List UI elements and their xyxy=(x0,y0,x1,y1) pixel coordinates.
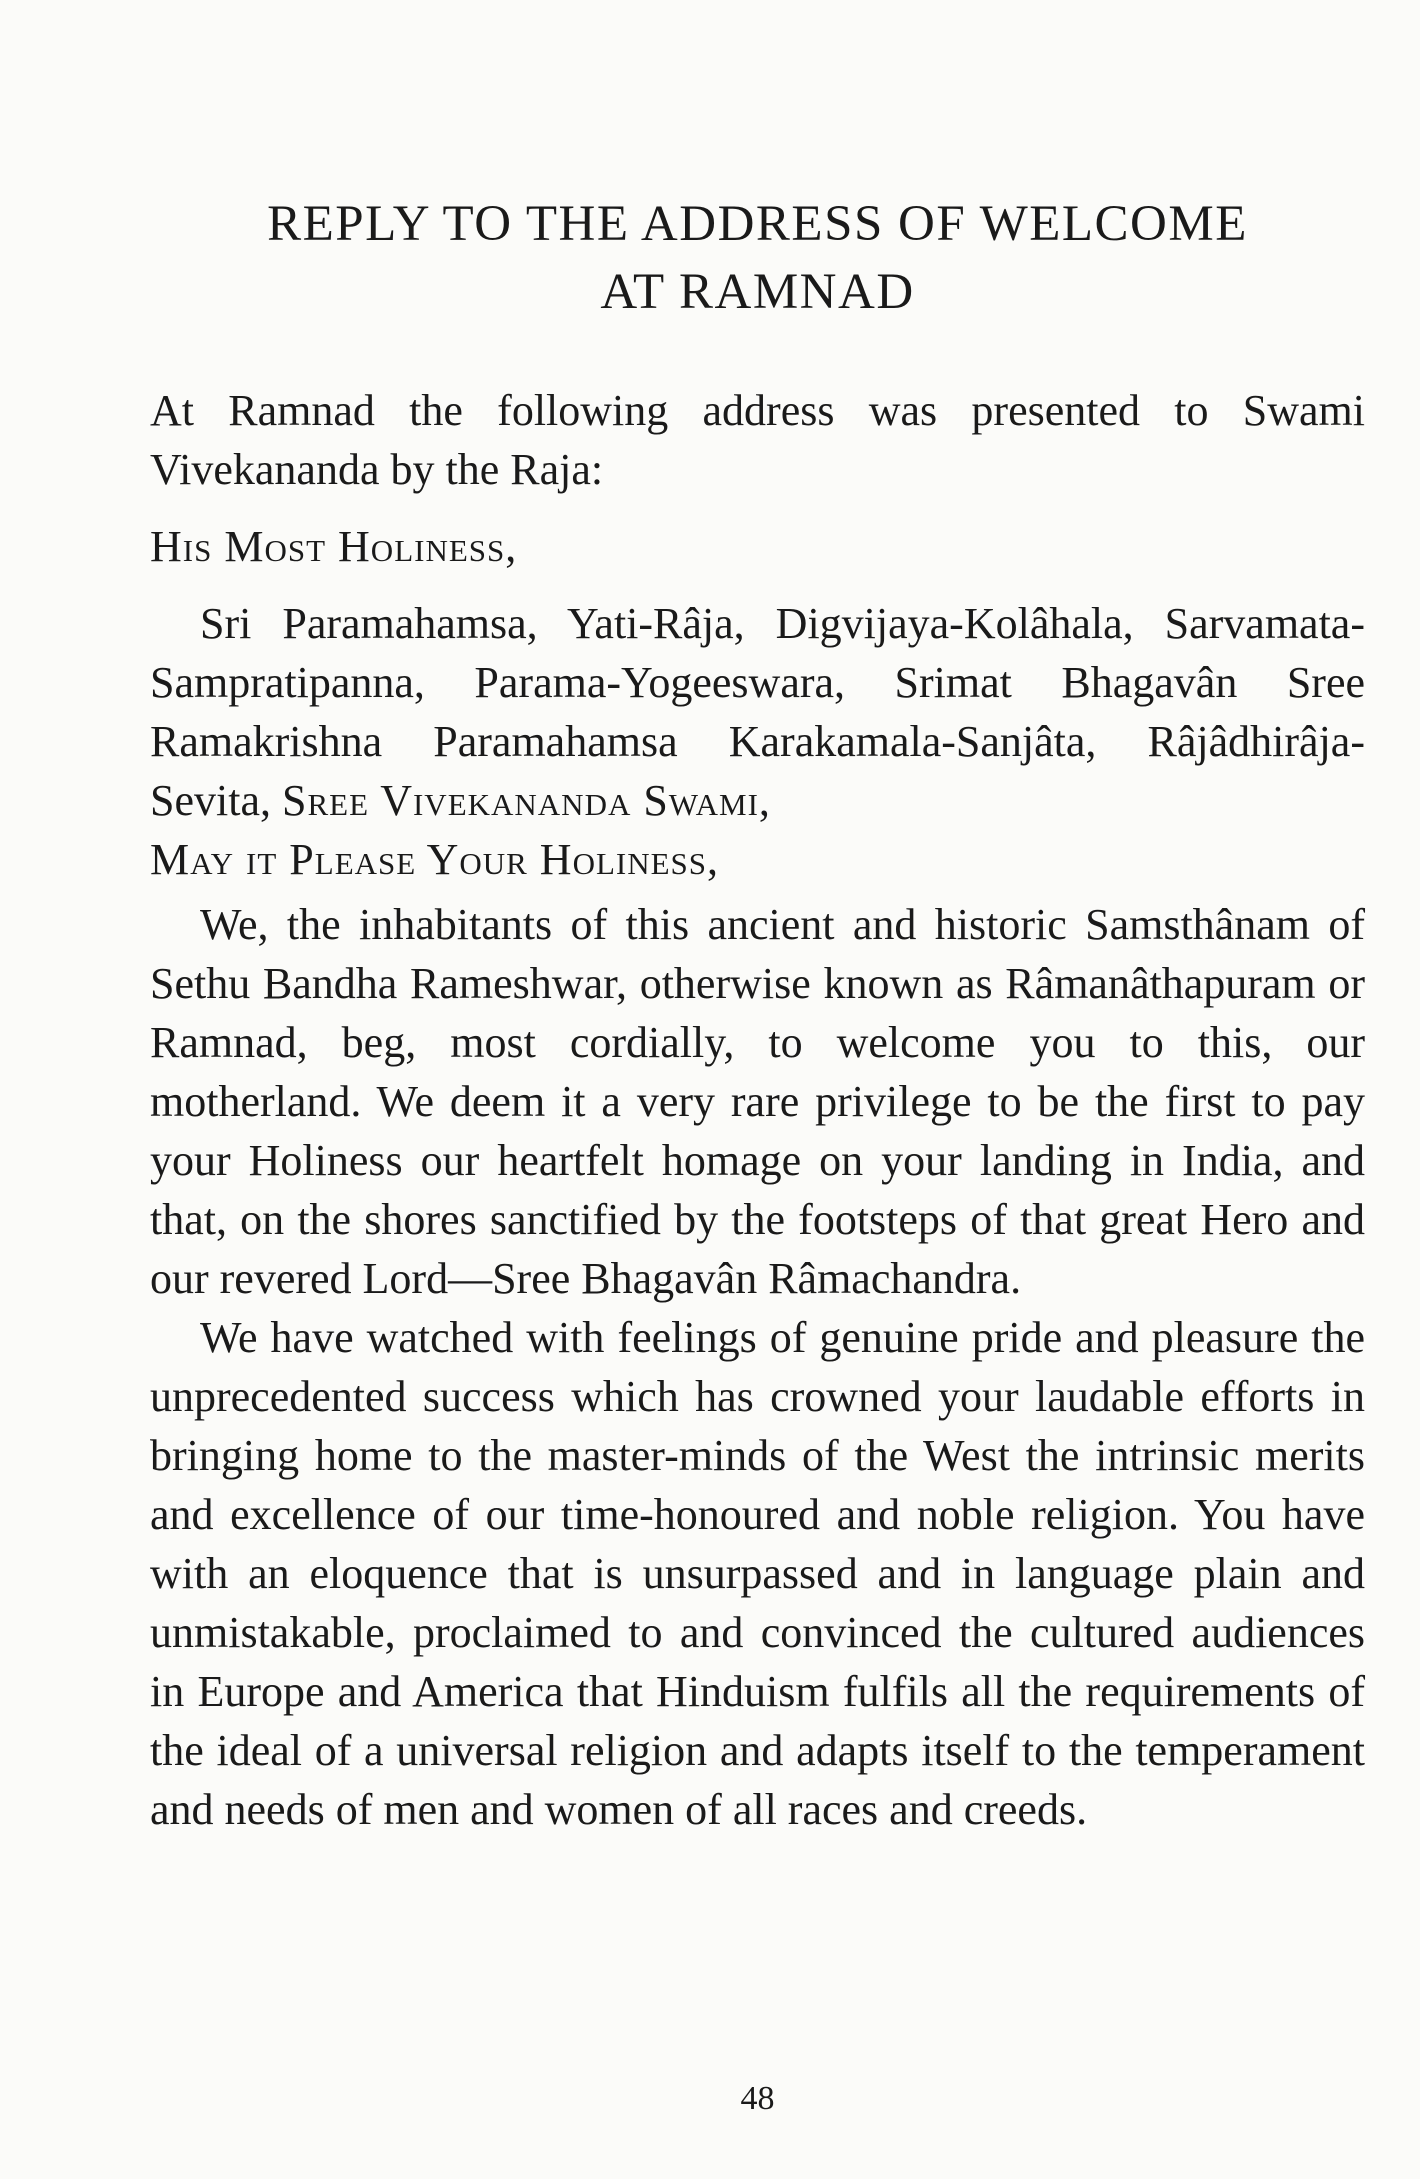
paragraph-praise: We have watched with feelings of genuine pride and pleasure the unprecedented success which has crowned your laudable efforts in bringing home to the master-minds of the West the intrinsic merits and excellence of our time-honoured and noble religion. You have with an eloquence that is unsurpassed and in language plain and unmistakable, proclaimed to and convinced the cultured audiences in Europe and America that Hinduism fulfils all the requirements of the ideal of a universal religion and adapts itself to the temperament and needs of men and women of all races and creeds. xyxy=(150,1313,1365,1834)
address-body xyxy=(150,381,1365,1839)
title-line-1: REPLY TO THE ADDRESS OF WELCOME xyxy=(267,196,1248,252)
salutation: His Most Holiness, xyxy=(150,522,518,571)
page-number: 48 xyxy=(740,2080,775,2117)
book-page xyxy=(150,190,1365,2140)
may-it-please-line: May it Please Your Holiness, xyxy=(150,835,720,884)
paragraph-welcome: We, the inhabitants of this ancient and historic Samsthânam of Sethu Bandha Rameshwar, otherwise known as Râmanâthapuram or Ramnad, beg, most cordially, to welcome you to this, our motherland. We deem it a very rare privilege to be the first to pay your Holiness our heartfelt homage on your landing in India, and that, on the shores sanctified by the footsteps of that great Hero and our revered Lord—Sree Bhagavân Râmachandra. xyxy=(150,900,1365,1303)
intro-paragraph: At Ramnad the following address was presented to Swami Vivekananda by the Raja: xyxy=(150,386,1365,494)
page-title xyxy=(150,190,1365,326)
swami-name: Sree Vivekananda Swami, xyxy=(281,776,771,825)
title-line-2: AT RAMNAD xyxy=(600,264,915,320)
honorific-titles-text: Sri Paramahamsa, Yati-Râja, Digvijaya-Kolâhala, Sarvamata-Sampratipanna, Parama-Yogeeswara, Srimat Bhagavân Sree Ramakrishna Paramahamsa Karakamala-Sanjâta, Râjâdhirâja-Sevita, xyxy=(150,599,1365,825)
honorific-titles xyxy=(150,594,1365,830)
